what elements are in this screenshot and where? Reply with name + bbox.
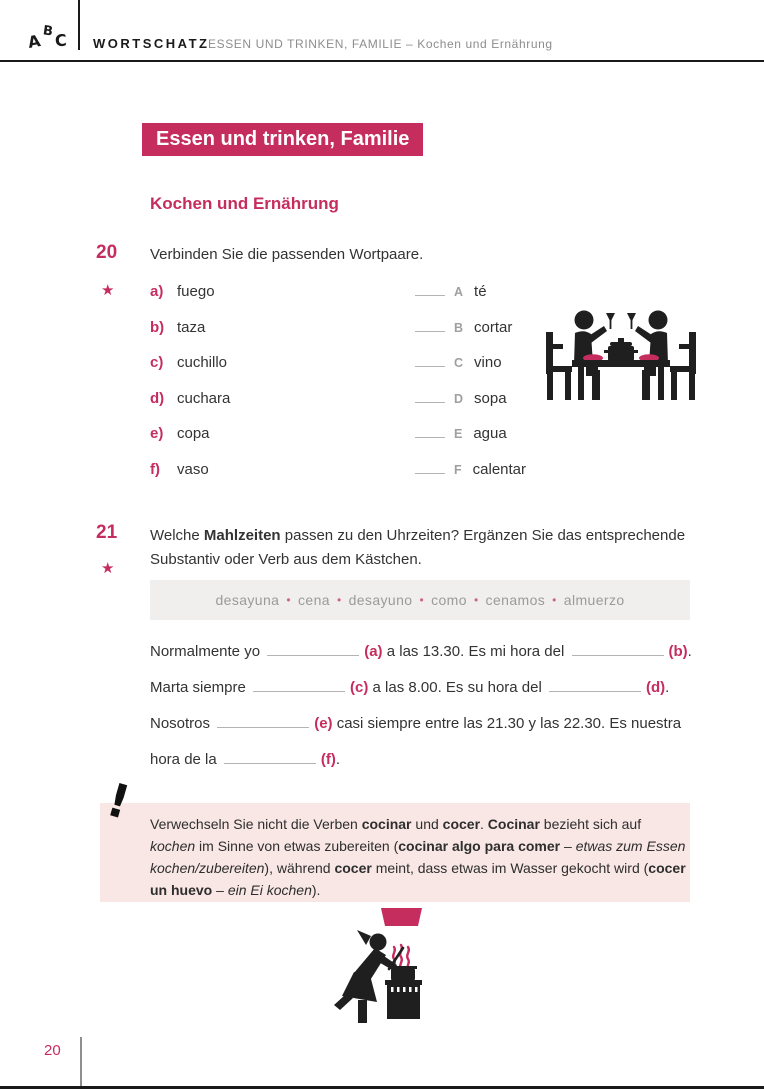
fill-in-sentences (150, 640, 698, 784)
option-word: calentar (472, 460, 527, 478)
answer-blank (415, 390, 445, 403)
exercise-20-instruction: Verbinden Sie die passenden Wortpaare. (150, 246, 424, 263)
header-rule (0, 60, 764, 62)
word-bank-item: como (431, 592, 467, 608)
logo-letter: B (42, 23, 54, 40)
matching-exercise-list (150, 283, 560, 496)
bullet-separator: • (419, 593, 425, 607)
word-bank-item: almuerzo (563, 592, 625, 608)
sentence-line: Normalmente yo (a) a las 13.30. Es mi hora del (b). (150, 643, 692, 660)
exclamation-icon: ! (100, 772, 137, 830)
answer-blank (415, 354, 445, 367)
usage-note-box (100, 803, 690, 902)
word-bank-item: cenamos (485, 592, 546, 608)
page-number: 20 (44, 1042, 61, 1059)
word-bank-box (150, 580, 690, 620)
star-icon: ★ (101, 560, 115, 577)
option-letter: F (454, 462, 462, 477)
match-row (150, 354, 560, 390)
breadcrumb: ESSEN UND TRINKEN, FAMILIE – Kochen und Ernährung (208, 37, 553, 51)
option-word: té (474, 283, 487, 300)
item-key: f) (150, 460, 160, 478)
page-section-title: Kochen und Ernährung (150, 194, 339, 213)
answer-blank (415, 283, 445, 296)
option-word: cortar (474, 318, 513, 336)
item-term: cuchillo (177, 354, 228, 371)
star-icon: ★ (101, 282, 115, 299)
option-word: sopa (474, 389, 507, 407)
item-term: copa (177, 425, 210, 442)
option-word: agua (473, 425, 507, 442)
match-row (150, 319, 560, 355)
chapter-title-banner: Essen und trinken, Familie (142, 123, 423, 156)
word-bank-item: desayuno (348, 592, 413, 608)
exercise-20-number: 20 (96, 242, 118, 263)
bullet-separator: • (473, 593, 479, 607)
abc-logo-icon (26, 22, 82, 54)
option-letter: C (454, 356, 464, 370)
item-key: b) (150, 318, 165, 336)
item-term: cuchara (177, 389, 231, 407)
match-row (150, 425, 560, 461)
footer-divider (80, 1037, 82, 1089)
cooking-at-stove-icon (331, 903, 425, 1023)
section-label: WORTSCHATZ (93, 36, 210, 51)
item-key: a) (150, 283, 164, 300)
option-letter: D (454, 391, 464, 406)
bullet-separator: • (552, 593, 557, 607)
answer-blank (415, 319, 445, 332)
item-key: e) (150, 425, 164, 442)
logo-letter: A (26, 31, 42, 52)
logo-letter: C (54, 30, 68, 51)
option-letter: B (454, 320, 464, 335)
option-letter: E (454, 427, 463, 441)
item-term: fuego (177, 283, 215, 300)
item-key: d) (150, 389, 165, 407)
item-term: taza (177, 318, 206, 336)
match-row (150, 461, 560, 497)
sentence-line: Nosotros (e) casi siempre entre las 21.30 y las 22.30. Es nuestra (150, 715, 682, 732)
sentence-line: Marta siempre (c) a las 8.00. Es su hora del (d). (150, 679, 670, 696)
exercise-21-instruction: Welche Mahlzeiten passen zu den Uhrzeiten? Ergänzen Sie das entsprechende Substantiv oder Verb aus dem Kästchen. (150, 527, 686, 568)
bullet-separator: • (336, 593, 342, 607)
match-row (150, 390, 560, 426)
word-bank-item: desayuna (215, 592, 280, 608)
answer-blank (415, 461, 445, 474)
bullet-separator: • (286, 593, 291, 607)
sentence-line: hora de la (f). (150, 751, 341, 768)
exercise-21-number: 21 (96, 522, 118, 543)
match-row (150, 283, 560, 319)
header-divider (78, 0, 80, 50)
item-key: c) (150, 354, 164, 371)
option-word: vino (474, 354, 502, 371)
usage-note-text: Verwechseln Sie nicht die Verben cocinar und cocer. Cocinar bezieht sich auf kochen im Sinne von etwas zubereiten (cocinar algo para comer – etwas zum Essen kochen/zubereiten), während cocer meint, dass etwas im Wasser gekocht wird (cocer un huevo – ein Ei kochen). (150, 816, 686, 898)
answer-blank (415, 425, 445, 438)
dining-table-icon (546, 306, 696, 400)
option-letter: A (454, 285, 464, 299)
word-bank-item: cena (297, 592, 330, 608)
item-term: vaso (177, 460, 209, 478)
